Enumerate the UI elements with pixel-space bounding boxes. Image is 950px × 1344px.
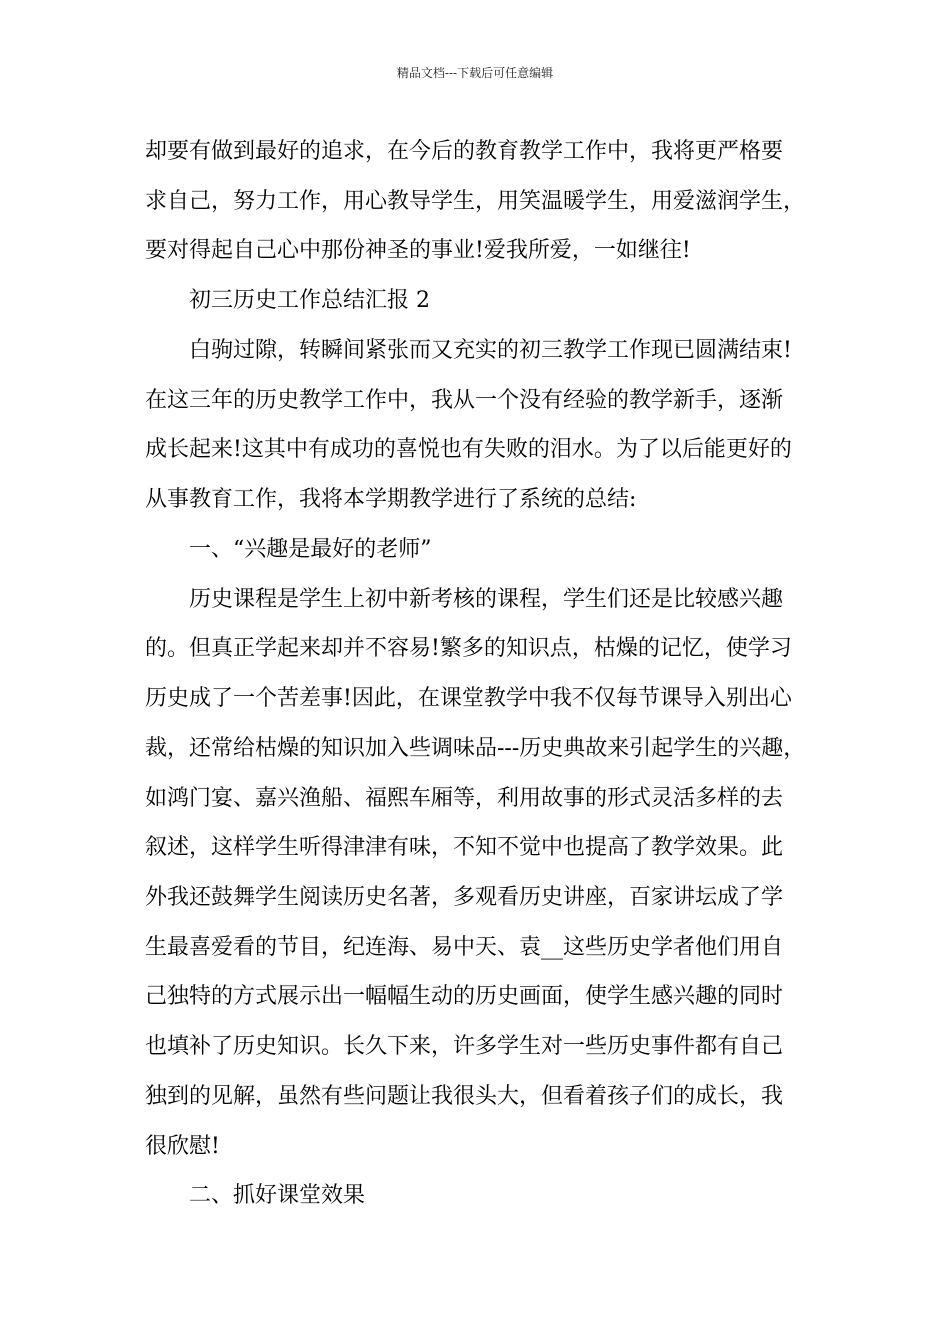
paragraph-line: 在这三年的历史教学工作中，我从一个没有经验的教学新手，逐渐 [145,388,784,413]
paragraph-line: 己独特的方式展示出一幅幅生动的历史画面，使学生感兴趣的同时 [145,984,784,1009]
paragraph-line: 也填补了历史知识。长久下来，许多学生对一些历史事件都有自己 [145,1034,784,1059]
paragraph-line: 如鸿门宴、嘉兴渔船、福熙车厢等，利用故事的形式灵活多样的去 [145,786,784,811]
paragraph-line: 要对得起自己心中那份神圣的事业!爱我所爱，一如继往! [145,238,691,263]
paragraph-line: 历史课程是学生上初中新考核的课程，学生们还是比较感兴趣 [189,587,784,612]
paragraph-line: 成长起来!这其中有成功的喜悦也有失败的泪水。为了以后能更好的 [145,437,792,462]
section-title: 初三历史工作总结汇报 2 [189,288,430,313]
section-heading: 一、“兴趣是最好的老师” [189,537,432,562]
paragraph-line: 独到的见解，虽然有些问题让我很头大，但看着孩子们的成长，我 [145,1084,784,1109]
paragraph-line: 裁，还常给枯燥的知识加入些调味品---历史典故来引起学生的兴趣， [145,736,806,761]
paragraph-line: 叙述，这样学生听得津津有味，不知不觉中也提高了教学效果。此 [145,835,784,860]
paragraph-line: 求自己，努力工作，用心教导学生，用笑温暖学生，用爱滋润学生， [145,189,806,214]
paragraph-line: 生最喜爱看的节目，纪连海、易中天、袁__这些历史学者他们用自 [145,935,784,960]
paragraph-line: 外我还鼓舞学生阅读历史名著，多观看历史讲座，百家讲坛成了学 [145,885,784,910]
page-header: 精品文档---下载后可任意编辑 [396,66,554,80]
paragraph-line: 历史成了一个苦差事!因此，在课堂教学中我不仅每节课导入别出心 [145,686,792,711]
paragraph-line: 白驹过隙，转瞬间紧张而又充实的初三教学工作现已圆满结束! [189,338,792,363]
paragraph-line: 的。但真正学起来却并不容易!繁多的知识点，枯燥的记忆，使学习 [145,636,792,661]
paragraph-line: 却要有做到最好的追求，在今后的教育教学工作中，我将更严格要 [145,139,784,164]
paragraph-line: 从事教育工作，我将本学期教学进行了系统的总结: [145,487,637,512]
paragraph-line: 很欣慰! [145,1134,220,1159]
section-heading: 二、抓好课堂效果 [189,1183,366,1208]
